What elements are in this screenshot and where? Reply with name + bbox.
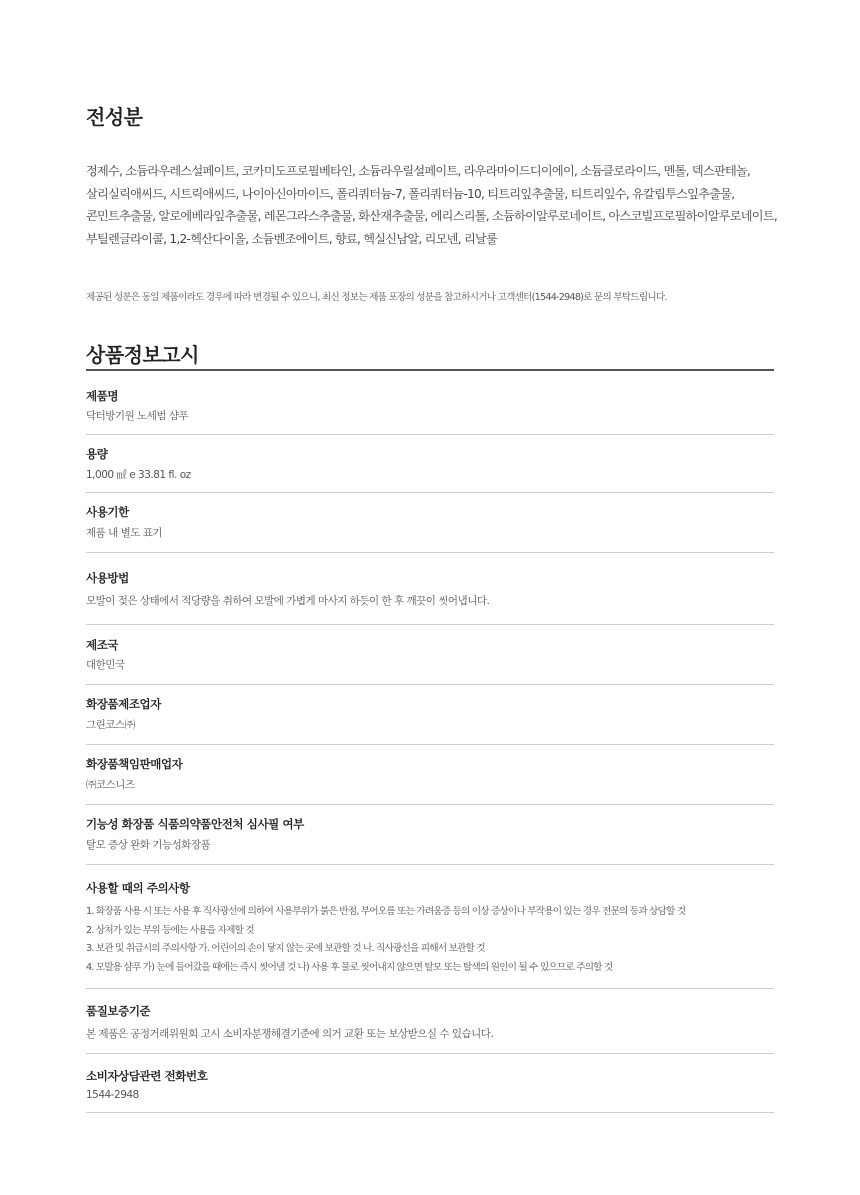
info-label: 품질보증기준 — [86, 1004, 151, 1018]
product-info-title: 상품정보고시 — [86, 343, 199, 367]
info-label: 사용방법 — [86, 571, 129, 585]
info-value: 제품 내 별도 표기 — [86, 527, 163, 539]
ingredients-title: 전성분 — [86, 105, 143, 129]
precautions-list — [86, 903, 685, 977]
info-value: 닥터방기원 노세범 샴푸 — [86, 410, 189, 422]
precaution-item: 3. 보관 및 취급시의 주의사항 가. 어린이의 손이 닿지 않는 곳에 보관할 것 나. 직사광선을 피해서 보관할 것 — [86, 943, 485, 955]
info-value: ㈜코스니즈 — [86, 779, 135, 791]
info-label: 제품명 — [86, 389, 119, 403]
info-value: 탈모 증상 완화 기능성화장품 — [86, 839, 211, 851]
info-value: 1544-2948 — [86, 1089, 139, 1101]
info-label: 화장품책임판매업자 — [86, 757, 183, 771]
info-label: 제조국 — [86, 638, 119, 652]
info-label: 소비자상담관련 전화번호 — [86, 1069, 208, 1083]
info-label: 사용기한 — [86, 505, 129, 519]
ingredients-disclaimer: 제공된 성분은 동일 제품이라도 경우에 따라 변경될 수 있으니, 최신 정보는 제품 포장의 성분을 참고하시거나 고객센터(1544-2948)로 문의 부탁드립니다. — [86, 292, 667, 303]
info-value: 모발이 젖은 상태에서 적당량을 취하여 모발에 가볍게 마사지 하듯이 한 후 깨끗이 씻어냅니다. — [86, 595, 490, 607]
info-row-quality-guarantee — [86, 989, 774, 1054]
info-row-functional-approval — [86, 805, 774, 865]
info-label: 사용할 때의 주의사항 — [86, 881, 190, 895]
info-row-volume — [86, 435, 774, 493]
precaution-item: 2. 상처가 있는 부위 등에는 사용을 자제할 것 — [86, 924, 254, 936]
info-row-precautions — [86, 865, 774, 989]
info-row-manufacturer — [86, 685, 774, 745]
info-row-support-phone — [86, 1054, 774, 1113]
precaution-item: 1. 화장품 사용 시 또는 사용 후 직사광선에 의하여 사용부위가 붉은 반점, 부어오름 또는 가려움증 등의 이상 증상이나 부작용이 있는 경우 전문의 등과 상담할 것 — [86, 906, 686, 917]
info-value: 1,000 ㎖ e 33.81 fl. oz — [86, 469, 191, 481]
precaution-item: 4. 모발용 샴푸 가) 눈에 들어갔을 때에는 즉시 씻어낼 것 나) 사용 후 물로 씻어내지 않으면 탈모 또는 탈색의 원인이 될 수 있으므로 주의할 것 — [86, 961, 613, 973]
info-row-usage — [86, 553, 774, 625]
info-value: 본 제품은 공정거래위원회 고시 소비자분쟁해결기준에 의거 교환 또는 보상받으실 수 있습니다. — [86, 1028, 494, 1040]
info-value: 대한민국 — [86, 659, 125, 671]
info-label: 기능성 화장품 식품의약품안전처 심사필 여부 — [86, 817, 304, 831]
info-row-country — [86, 625, 774, 685]
info-row-product-name — [86, 370, 774, 435]
info-label: 용량 — [86, 447, 108, 461]
ingredients-list: 정제수, 소듐라우레스설페이트, 코카미도프로필베타인, 소듐라우릴설페이트, 라우라마이드디이에이, 소듐클로라이드, 멘톨, 덱스판테놀, 살리실릭애씨드, 시트릭애씨드, 나이아신아마이드, 폴리쿼터늄-7, 폴리쿼터늄-10, 티트리잎추출물, 티트리잎수, 유칼립투스잎추출물, 콘민트추출물, 알로에베라잎추출물, 레몬그라스추출물, 화산재추출물, 에리스리톨, 소듐하이알루로네이트, 아스코빌프로필하이알루로네이트, 부틸렌글라이콜, 1,2-헥산다이올, 소듐벤조에이트, 향료, 헥실신남알, 리모넨, 리날룰 — [86, 164, 777, 246]
info-value: 그린코스㈜ — [86, 719, 135, 731]
info-row-distributor — [86, 745, 774, 805]
info-label: 화장품제조업자 — [86, 697, 161, 711]
info-row-expiry — [86, 493, 774, 553]
